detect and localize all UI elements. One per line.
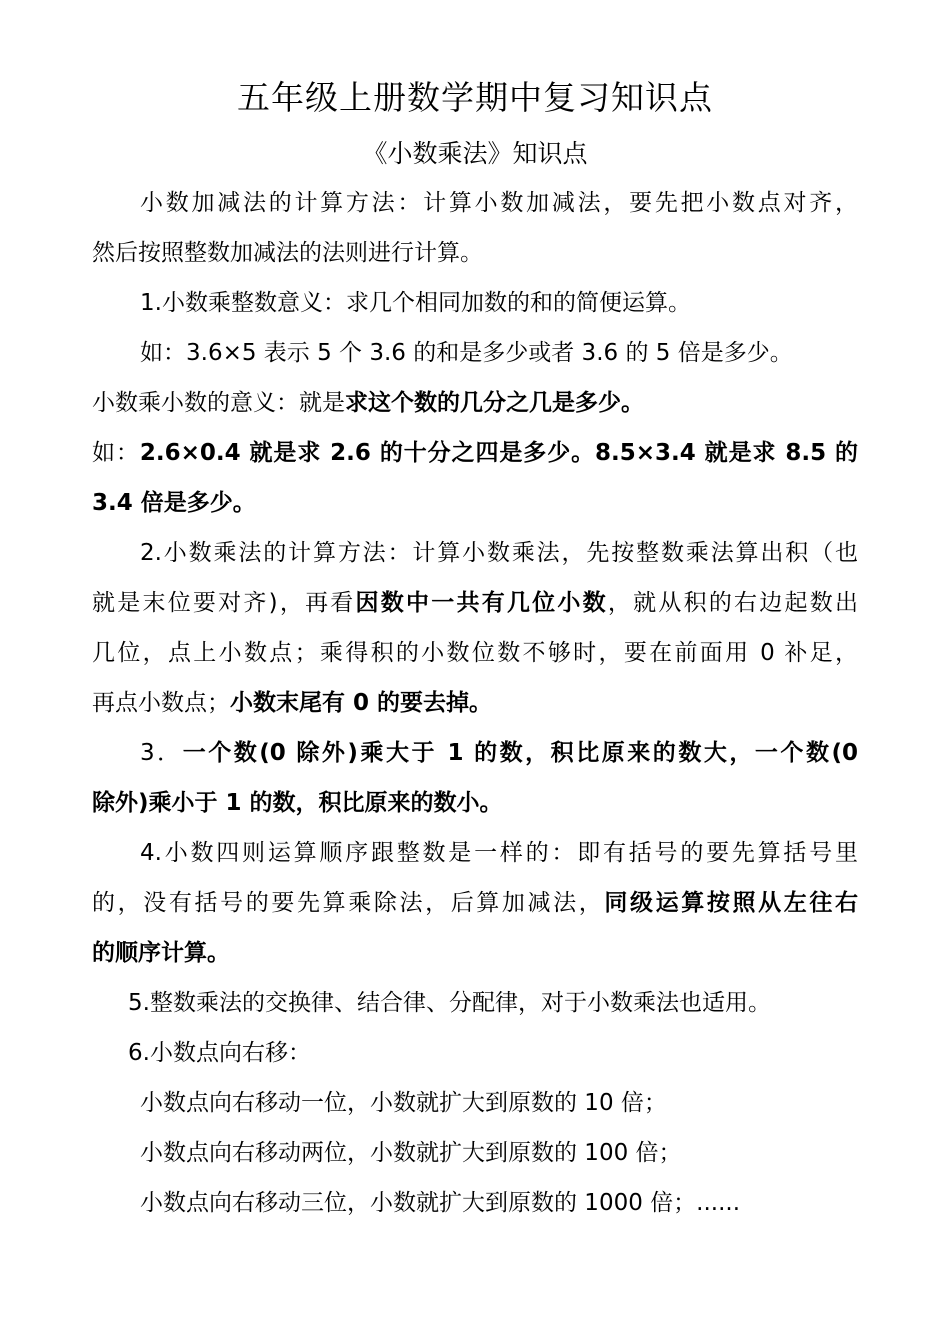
text-normal: 就是末位要对齐)，再看 — [92, 590, 356, 616]
paragraph-line: 1.小数乘整数意义：求几个相同加数的和的简便运算。 — [140, 290, 691, 316]
paragraph-line: 5.整数乘法的交换律、结合律、分配律，对于小数乘法也适用。 — [128, 990, 771, 1016]
page-subtitle: 《小数乘法》知识点 — [362, 139, 588, 168]
paragraph-line: 如：3.6×5 表示 5 个 3.6 的和是多少或者 3.6 的 5 倍是多少。 — [140, 340, 793, 366]
paragraph-line — [92, 936, 230, 970]
paragraph-line — [92, 436, 858, 470]
text-normal: 小数乘小数的意义：就是 — [92, 390, 345, 416]
text-bold: 一个数(0 除外)乘大于 1 的数，积比原来的数大，一个数(0 — [182, 740, 858, 766]
text-bold: 同级运算按照从左往右 — [604, 890, 859, 916]
paragraph-line — [92, 686, 492, 720]
paragraph-line: 4.小数四则运算顺序跟整数是一样的：即有括号的要先算括号里 — [140, 840, 858, 866]
text-normal: 再点小数点； — [92, 690, 230, 716]
paragraph-line — [92, 386, 644, 420]
paragraph-line: 6.小数点向右移： — [128, 1040, 311, 1066]
page-title: 五年级上册数学期中复习知识点 — [237, 78, 713, 117]
text-bold: 2.6×0.4 就是求 2.6 的十分之四是多少。8.5×3.4 就是求 8.5 的 — [139, 440, 858, 466]
paragraph-line — [92, 786, 503, 820]
list-item: 小数点向右移动两位，小数就扩大到原数的 100 倍； — [140, 1140, 682, 1166]
text-bold: 因数中一共有几位小数 — [355, 590, 608, 616]
text-bold: 3.4 倍是多少。 — [92, 490, 256, 516]
list-item: 小数点向右移动一位，小数就扩大到原数的 10 倍； — [140, 1090, 667, 1116]
text-bold: 除外)乘小于 1 的数，积比原来的数小。 — [92, 790, 503, 816]
paragraph-line: 几位，点上小数点；乘得积的小数位数不够时，要在前面用 0 补足， — [92, 640, 858, 666]
paragraph-line: 然后按照整数加减法的法则进行计算。 — [92, 240, 483, 266]
paragraph-line: 2.小数乘法的计算方法：计算小数乘法，先按整数乘法算出积（也 — [140, 540, 858, 566]
text-normal: 3． — [140, 740, 183, 766]
paragraph-line — [92, 586, 858, 620]
text-normal: 的，没有括号的要先算乘除法，后算加减法， — [92, 890, 605, 916]
list-item: 小数点向右移动三位，小数就扩大到原数的 1000 倍；...... — [140, 1190, 741, 1216]
text-bold: 小数末尾有 0 的要去掉。 — [230, 690, 493, 716]
paragraph-line: 小数加减法的计算方法：计算小数加减法，要先把小数点对齐， — [140, 190, 858, 216]
paragraph-line — [92, 486, 256, 520]
text-normal: ，就从积的右边起数出 — [607, 590, 858, 616]
text-bold: 的顺序计算。 — [92, 940, 230, 966]
paragraph-line — [92, 886, 858, 920]
paragraph-line — [140, 736, 858, 770]
text-bold: 求这个数的几分之几是多少。 — [345, 390, 644, 416]
text-normal: 如： — [92, 440, 140, 466]
